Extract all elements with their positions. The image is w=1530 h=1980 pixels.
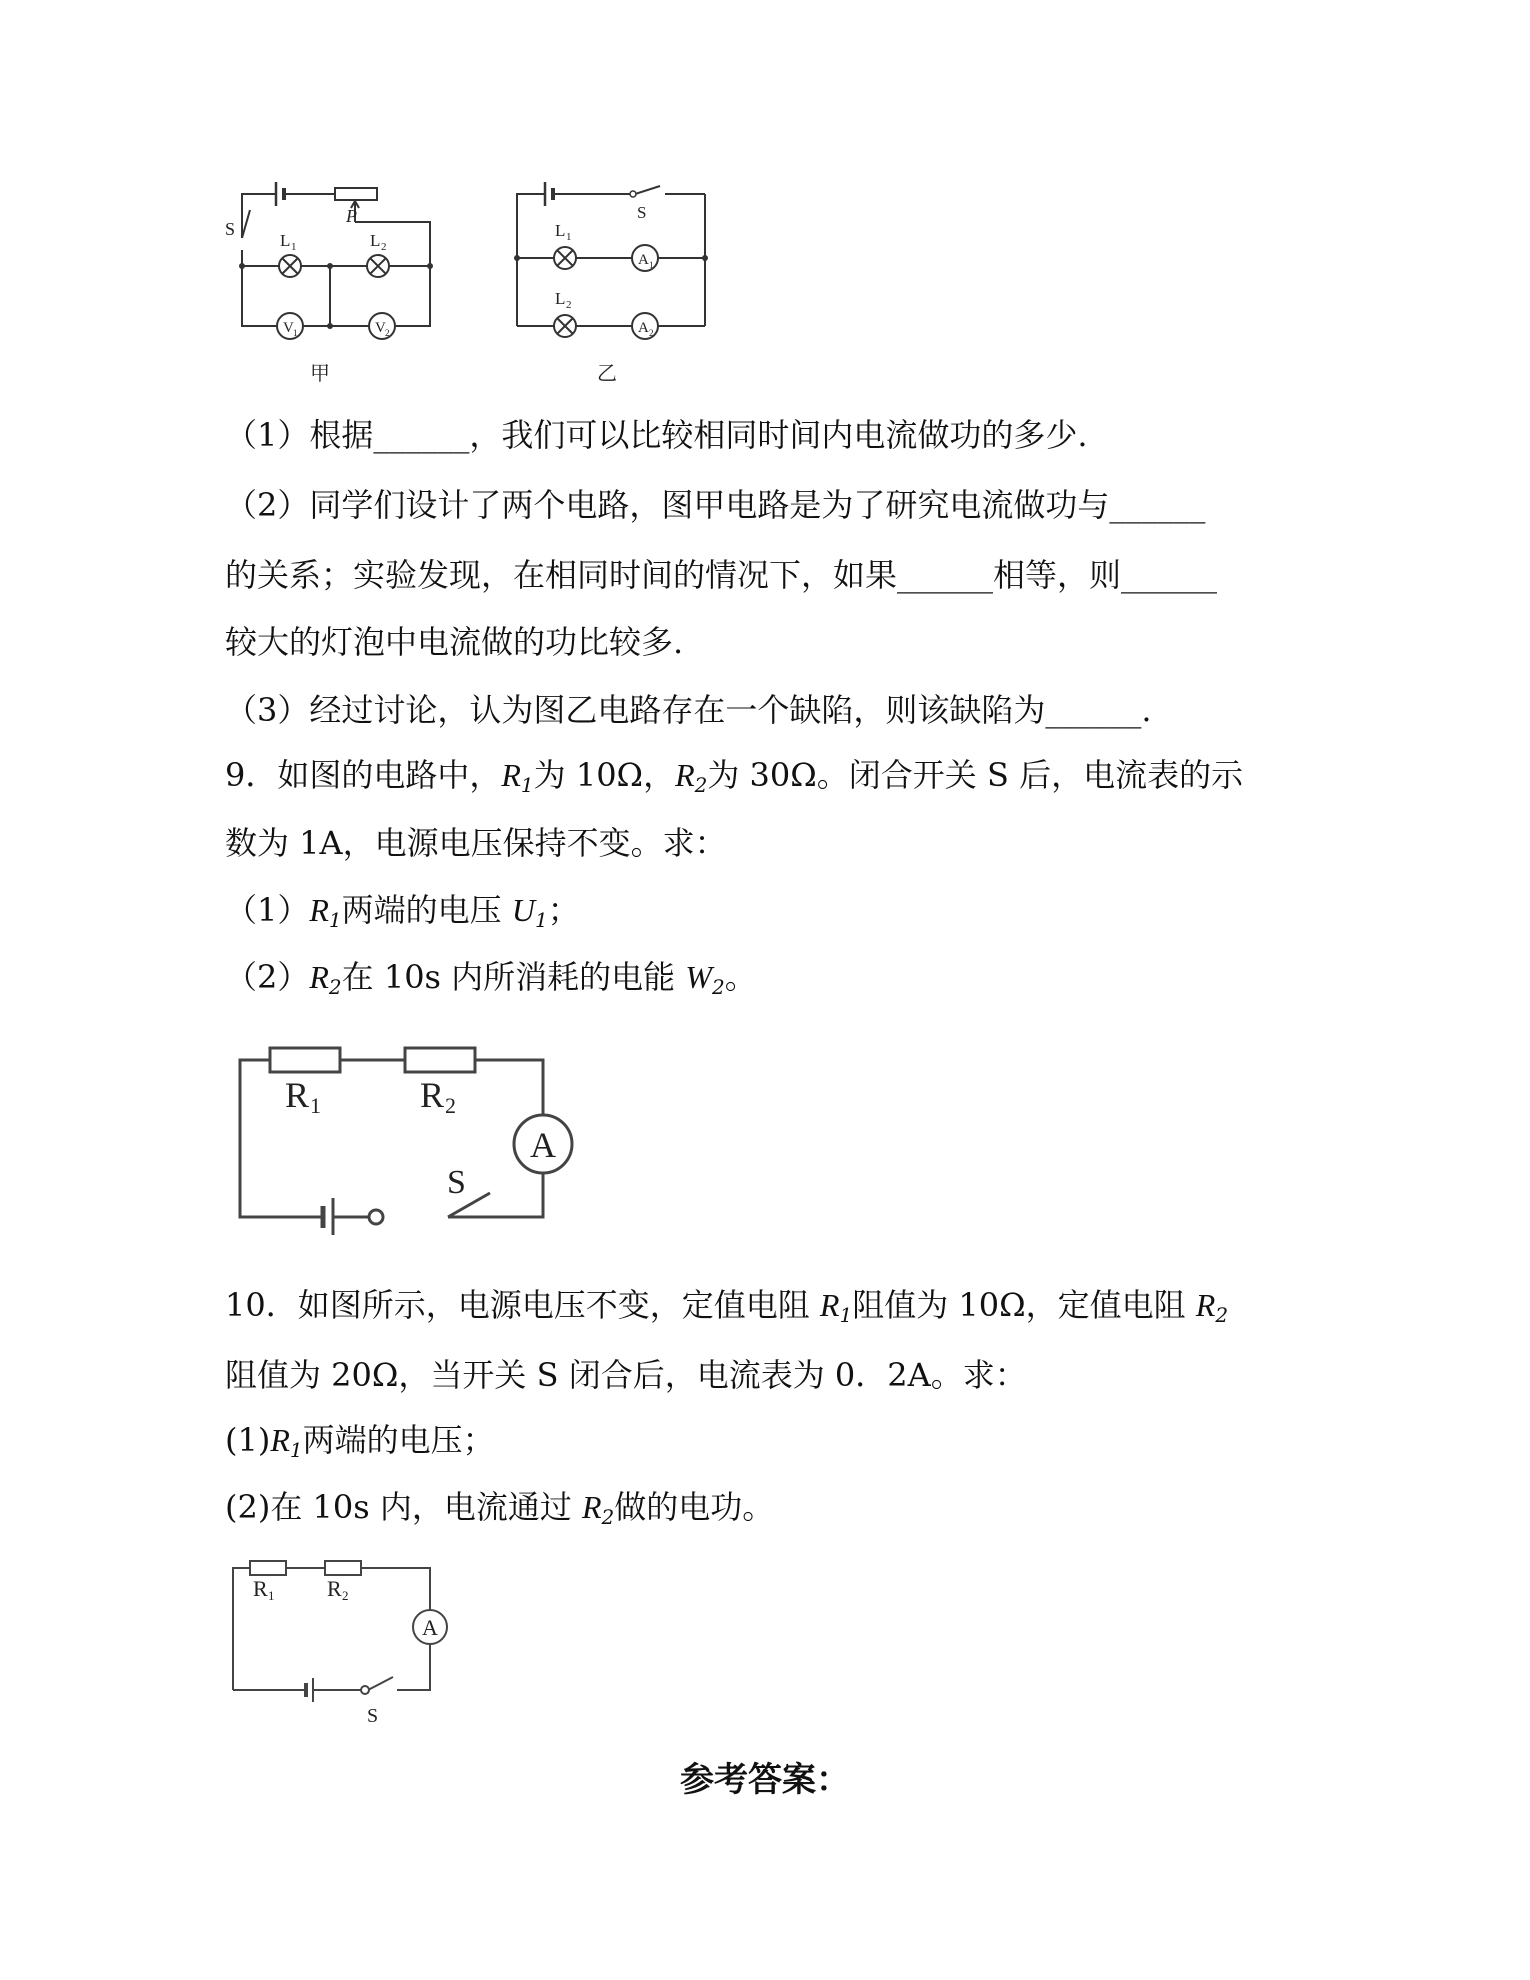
ammeter-label: A xyxy=(422,1615,438,1640)
lamp-l1-sub: 1 xyxy=(566,231,572,243)
lamp-l2-sub: 2 xyxy=(566,299,572,311)
lamp-l1-icon xyxy=(554,247,576,269)
circuit-diagram-q10 xyxy=(225,1550,465,1740)
switch-label: S xyxy=(367,1705,379,1727)
lamp-l2-icon xyxy=(554,315,576,337)
circuit-diagram-yi xyxy=(505,180,725,400)
ammeter-a2-label: A xyxy=(638,320,649,336)
r1-sub: 1 xyxy=(310,1093,321,1118)
q8-part1: （1）根据______，我们可以比较相同时间内电流做功的多少. xyxy=(225,416,1088,454)
r1-sub: 1 xyxy=(268,1588,275,1603)
voltmeter-v2-sub: 2 xyxy=(385,328,390,338)
circuit-diagram-jia xyxy=(220,180,450,400)
q8-part2-line3: 较大的灯泡中电流做的功比较多. xyxy=(225,623,684,661)
r2-sub: 2 xyxy=(445,1093,456,1118)
lamp-l1-label: L xyxy=(280,231,291,250)
lamp-l1-label: L xyxy=(555,221,566,240)
r1-label: R xyxy=(253,1576,268,1601)
q9-sub1: $(1)R_1$两端的电压 $U_1$； xyxy=(225,891,580,932)
r1-label: R xyxy=(285,1075,310,1115)
lamp-l2-label: L xyxy=(555,289,566,308)
figure-caption-jia: 甲 xyxy=(310,363,330,385)
q9-sub2: $(2)R_2$在 10s 内所消耗的电能 $W_2$。 xyxy=(225,958,757,999)
r2-label: R xyxy=(327,1576,342,1601)
voltmeter-v1-label: V xyxy=(283,320,294,336)
lamp-l1-icon xyxy=(279,255,301,277)
lamp-l2-sub: 2 xyxy=(381,241,387,253)
q10-line2: 阻值为 20Ω，当开关 S 闭合后，电流表为 0．2A。求： xyxy=(225,1356,1027,1394)
ammeter-a1-label: A xyxy=(638,252,649,268)
r2-label: R xyxy=(420,1075,445,1115)
switch-label: S xyxy=(225,219,236,239)
answer-title: 参考答案： xyxy=(680,1760,850,1800)
q10-sub1: $(1)R_1$两端的电压； xyxy=(225,1421,495,1462)
circuit-diagram-q9 xyxy=(230,1035,600,1235)
q9-line1: 9．如图的电路中，$R_1$为 10Ω，$R_2$为 30Ω。闭合开关 S 后，电流表的示 xyxy=(225,756,1244,797)
voltmeter-v2-label: V xyxy=(375,320,386,336)
q8-part2-line1: （2）同学们设计了两个电路，图甲电路是为了研究电流做功与______ xyxy=(225,486,1206,524)
q10-line1: 10．如图所示，电源电压不变，定值电阻 $R_1$阻值为 10Ω，定值电阻 $R_2$ xyxy=(225,1286,1229,1327)
slider-label: P xyxy=(346,206,357,226)
ammeter-a2-sub: 2 xyxy=(649,328,654,338)
ammeter-label: A xyxy=(530,1125,556,1165)
ammeter-a1-sub: 1 xyxy=(649,260,654,270)
q8-part2-line2: 的关系；实验发现，在相同时间的情况下，如果______相等，则______ xyxy=(225,556,1218,594)
q8-part3: （3）经过讨论，认为图乙电路存在一个缺陷，则该缺陷为______. xyxy=(225,691,1152,729)
q9-line2: 数为 1A，电源电压保持不变。求： xyxy=(225,824,727,862)
lamp-l2-label: L xyxy=(370,231,381,250)
lamp-l1-sub: 1 xyxy=(291,241,297,253)
q10-sub2: (2)在 10s 内，电流通过 $R_2$做的电功。 xyxy=(225,1488,775,1529)
voltmeter-v1-sub: 1 xyxy=(293,328,298,338)
switch-label: S xyxy=(637,203,647,222)
switch-label: S xyxy=(447,1164,466,1201)
r2-sub: 2 xyxy=(342,1588,349,1603)
lamp-l2-icon xyxy=(367,255,389,277)
figure-caption-yi: 乙 xyxy=(597,363,617,385)
